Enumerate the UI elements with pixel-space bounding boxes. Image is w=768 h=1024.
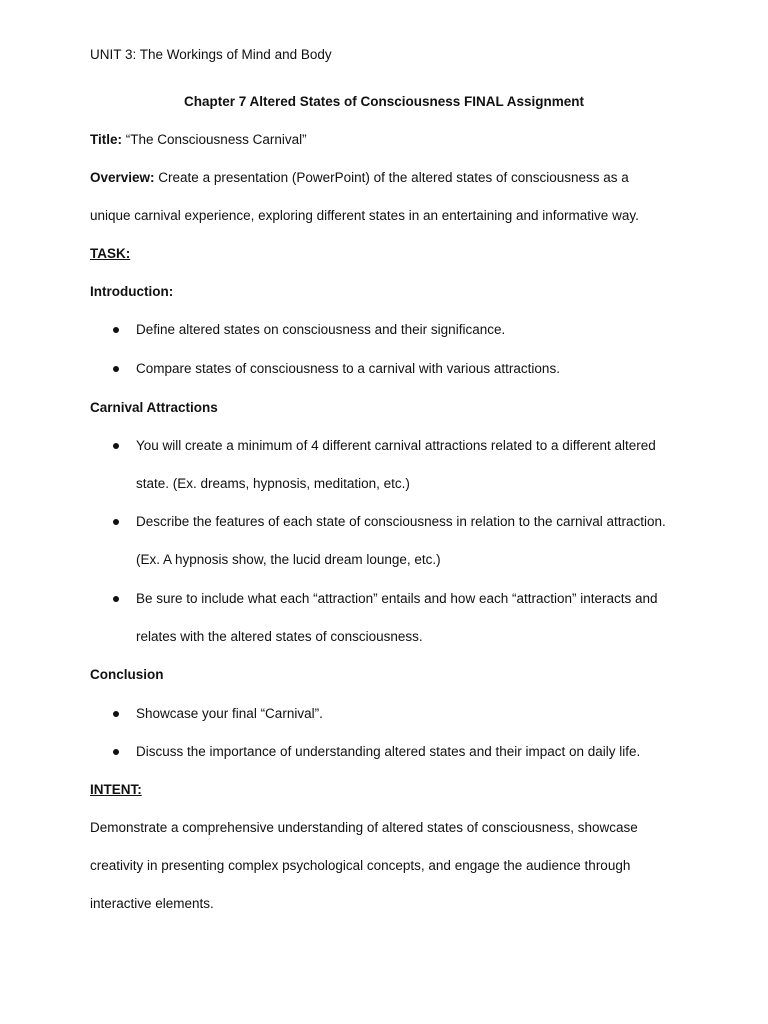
intent-line-2: creativity in presenting complex psychological concepts, and engage the audience through [90,858,631,873]
bullet-dot [113,743,121,761]
bullet-dot [113,437,121,455]
attraction-bullet-3-line-1: Be sure to include what each “attraction” entails and how each “attraction” interacts and [136,591,658,606]
title-label: Title: [90,132,123,147]
bullet-dot [113,513,121,531]
title-line [90,131,307,149]
intent-heading: INTENT: [90,782,142,797]
overview-line-2: unique carnival experience, exploring different states in an entertaining and informative way. [90,208,639,223]
bullet-dot [113,321,121,339]
conclusion-heading: Conclusion [90,667,164,682]
bullet-dot [113,590,121,608]
unit-header: UNIT 3: The Workings of Mind and Body [90,47,332,62]
attraction-bullet-1-line-1: You will create a minimum of 4 different carnival attractions related to a different altered [136,438,656,453]
attraction-bullet-2-line-1: Describe the features of each state of consciousness in relation to the carnival attraction. [136,514,666,529]
bullet-dot [113,360,121,378]
intent-line-3: interactive elements. [90,896,214,911]
carnival-attractions-heading: Carnival Attractions [90,400,218,415]
attraction-bullet-2-line-2: (Ex. A hypnosis show, the lucid dream lounge, etc.) [136,552,441,567]
conclusion-bullet-2: Discuss the importance of understanding altered states and their impact on daily life. [136,744,641,759]
attraction-bullet-3-line-2: relates with the altered states of consciousness. [136,629,423,644]
chapter-heading: Chapter 7 Altered States of Consciousness FINAL Assignment [183,94,585,109]
bullet-dot [113,705,121,723]
introduction-heading: Introduction: [90,284,174,299]
overview-text-1: Create a presentation (PowerPoint) of the altered states of consciousness as a [154,170,629,185]
conclusion-bullet-1: Showcase your final “Carnival”. [136,706,323,721]
overview-label: Overview: [90,170,155,185]
overview-line-1 [90,169,629,187]
title-value: “The Consciousness Carnival” [122,132,307,147]
attraction-bullet-1-line-2: state. (Ex. dreams, hypnosis, meditation, etc.) [136,476,410,491]
intent-line-1: Demonstrate a comprehensive understanding of altered states of consciousness, showcase [90,820,638,835]
introduction-bullet-1: Define altered states on consciousness and their significance. [136,322,506,337]
task-heading: TASK: [90,246,131,261]
introduction-bullet-2: Compare states of consciousness to a carnival with various attractions. [136,361,560,376]
